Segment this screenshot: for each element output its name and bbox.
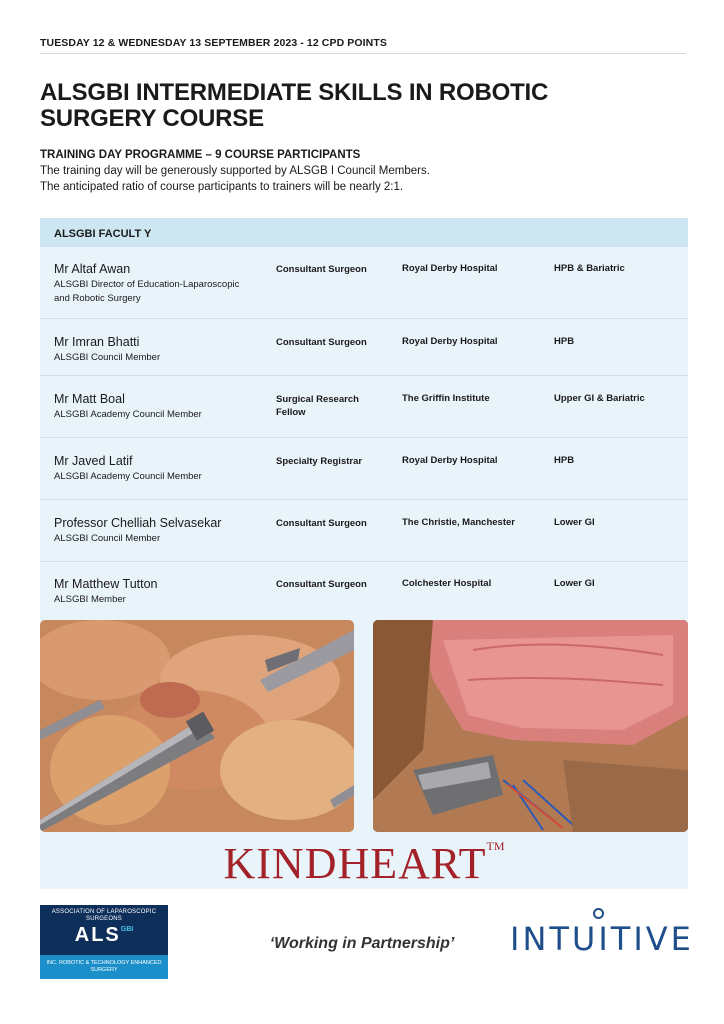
- member-hospital: The Griffin Institute: [402, 393, 490, 404]
- member-position: [276, 336, 386, 349]
- member-position: [276, 517, 386, 530]
- member-role-line: ALSGBI Council Member: [54, 533, 161, 544]
- kindheart-trademark: TM: [486, 839, 505, 853]
- robotic-surgery-photo-left: [40, 620, 354, 832]
- alsgbi-logo-bottom-text: INC. ROBOTIC & TECHNOLOGY ENHANCED SURGERY: [40, 955, 168, 979]
- member-specialty: HPB: [554, 336, 575, 347]
- member-name: Mr Matt Boal: [54, 392, 125, 406]
- intuitive-logo: INTUITIVE: [510, 920, 694, 958]
- member-role: [54, 470, 264, 484]
- member-specialty: Lower GI: [554, 517, 595, 528]
- member-position: [276, 455, 386, 468]
- member-hospital: Royal Derby Hospital: [402, 336, 498, 347]
- member-position-line: Consultant Surgeon: [276, 337, 367, 348]
- member-position: [276, 393, 386, 419]
- programme-subheading: TRAINING DAY PROGRAMME – 9 COURSE PARTICIPANTS: [40, 149, 361, 161]
- alsgbi-logo-gbi: GBI: [120, 926, 134, 933]
- member-name: Mr Javed Latif: [54, 454, 133, 468]
- faculty-row: [40, 438, 688, 500]
- alsgbi-logo-top-text: ASSOCIATION OF LAPAROSCOPIC SURGEONS: [51, 909, 157, 922]
- header-divider: [40, 53, 686, 54]
- faculty-row: [40, 319, 688, 376]
- member-specialty: Lower GI: [554, 578, 595, 589]
- member-specialty: HPB & Bariatric: [554, 263, 625, 274]
- member-position-line: Fellow: [276, 407, 306, 418]
- member-hospital: Royal Derby Hospital: [402, 263, 498, 274]
- member-role-line: ALSGBI Academy Council Member: [54, 409, 202, 420]
- intro-line-2: The anticipated ratio of course participants to trainers will be nearly 2:1.: [40, 181, 404, 193]
- member-role-line: ALSGBI Member: [54, 594, 126, 605]
- alsgbi-logo-letters: ALS: [74, 924, 121, 946]
- faculty-row: [40, 376, 688, 438]
- intro-line-1: The training day will be generously supported by ALSGB I Council Members.: [40, 165, 430, 177]
- faculty-row: [40, 500, 688, 562]
- member-position: [276, 578, 386, 591]
- member-position-line: Consultant Surgeon: [276, 518, 367, 529]
- member-hospital: The Christie, Manchester: [402, 517, 515, 528]
- member-role: [54, 408, 264, 422]
- member-position: [276, 263, 386, 276]
- member-role: [54, 532, 264, 546]
- member-name: Mr Imran Bhatti: [54, 335, 140, 349]
- member-role: [54, 593, 264, 607]
- member-position-line: Surgical Research: [276, 394, 359, 405]
- member-role: [54, 351, 264, 365]
- member-name: Mr Matthew Tutton: [54, 577, 158, 591]
- faculty-row: [40, 562, 688, 614]
- page-title: [40, 80, 680, 132]
- member-role-line: ALSGBI Academy Council Member: [54, 471, 202, 482]
- intuitive-logo-dot: [593, 908, 604, 919]
- kindheart-logo: [40, 838, 688, 889]
- member-specialty: HPB: [554, 455, 575, 466]
- intro-text: [40, 163, 430, 195]
- title-line-2: SURGERY COURSE: [40, 105, 264, 132]
- title-line-1: ALSGBI INTERMEDIATE SKILLS IN ROBOTIC: [40, 79, 549, 106]
- member-role-line: ALSGBI Director of Education-Laparoscopic: [54, 279, 240, 290]
- member-position-line: Consultant Surgeon: [276, 579, 367, 590]
- partnership-tagline: ‘Working in Partnership’: [269, 935, 455, 952]
- member-position-line: Consultant Surgeon: [276, 264, 367, 275]
- faculty-panel: [40, 218, 688, 889]
- member-hospital: Colchester Hospital: [402, 578, 492, 589]
- member-role-line: and Robotic Surgery: [54, 293, 141, 304]
- robotic-surgery-photo-right: [373, 620, 688, 832]
- member-role: [54, 278, 264, 306]
- member-name: Professor Chelliah Selvasekar: [54, 516, 222, 530]
- member-name: Mr Altaf Awan: [54, 262, 131, 276]
- date-line: TUESDAY 12 & WEDNESDAY 13 SEPTEMBER 2023 - 12 CPD POINTS: [40, 37, 387, 49]
- member-specialty: Upper GI & Bariatric: [554, 393, 645, 404]
- kindheart-wordmark: KINDHEART: [223, 839, 487, 888]
- member-hospital: Royal Derby Hospital: [402, 455, 498, 466]
- faculty-heading: ALSGBI FACULT Y: [40, 218, 688, 247]
- member-position-line: Specialty Registrar: [276, 456, 363, 467]
- faculty-row: [40, 247, 688, 319]
- member-role-line: ALSGBI Council Member: [54, 352, 161, 363]
